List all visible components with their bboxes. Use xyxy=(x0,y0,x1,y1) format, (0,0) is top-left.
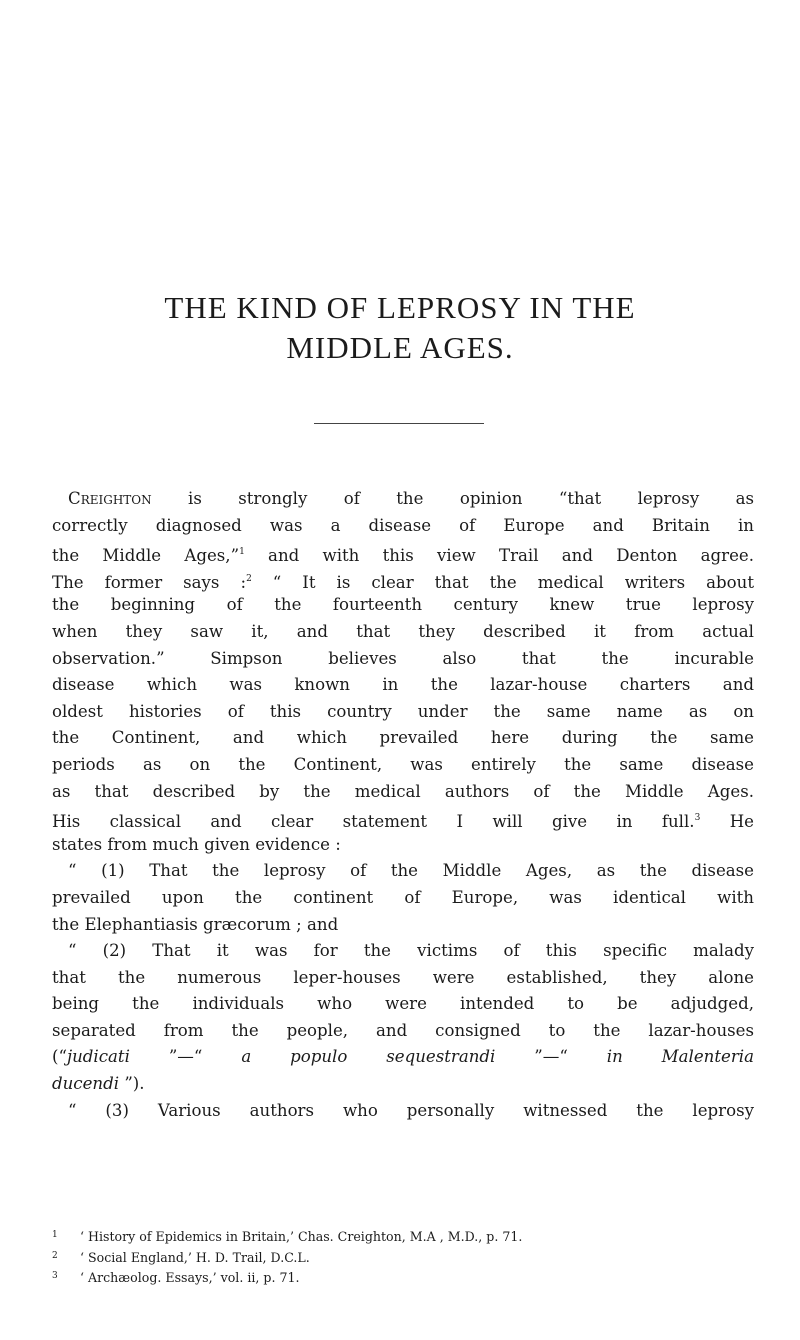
text-span: His classical and clear statement I will give in full. xyxy=(52,812,695,832)
text-span: He xyxy=(700,812,754,832)
text-line: that the numerous leper-houses were established, they alone xyxy=(52,967,754,987)
text-line: when they saw it, and that they described it from actual xyxy=(52,621,754,641)
text-line xyxy=(52,1044,754,1071)
text-span: ”—“ xyxy=(495,1047,607,1067)
text-span: the Middle Ages,” xyxy=(52,546,240,566)
text-line xyxy=(52,486,754,513)
text-line: “ (1) That the leprosy of the Middle Ages, as the disease xyxy=(68,861,754,881)
text-line: the Continent, and which prevailed here during the same xyxy=(52,728,754,748)
text-span: and with this view Trail and Denton agree. xyxy=(244,546,754,566)
text-line: periods as on the Continent, was entirely the same disease xyxy=(52,754,754,774)
footnote-number: 3 xyxy=(52,1271,58,1281)
footnote-number: 1 xyxy=(52,1230,58,1240)
text-line: separated from the people, and consigned to the lazar-houses xyxy=(52,1020,754,1040)
text-line: being the individuals who were intended to be adjudged, xyxy=(52,994,754,1014)
text-span: is strongly of the opinion “that leprosy as xyxy=(151,489,754,508)
text-line: “ (2) That it was for the victims of this specific malady xyxy=(68,941,754,961)
text-line: disease which was known in the lazar-house charters and xyxy=(52,675,754,695)
text-line: correctly diagnosed was a disease of Europe and Britain in xyxy=(52,515,754,535)
footnote-ref: 3 xyxy=(694,813,701,824)
footnote-text: ‘ Archæolog. Essays,’ vol. ii, p. 71. xyxy=(80,1270,300,1285)
text-line: “ (3) Various authors who personally witnessed the leprosy xyxy=(68,1100,754,1120)
footnote-ref: 2 xyxy=(246,573,252,584)
chapter-title-line-1: THE KIND OF LEPROSY IN THE xyxy=(164,290,636,325)
text-line xyxy=(52,1071,754,1098)
body-text xyxy=(52,486,754,1124)
text-line: as that described by the medical authors of the Middle Ages. xyxy=(52,781,754,801)
text-line: observation.” Simpson believes also that the incurable xyxy=(52,648,754,668)
latin-phrase: in Malenteria xyxy=(606,1047,754,1067)
text-line xyxy=(52,805,754,832)
footnote xyxy=(52,1226,754,1247)
footnotes xyxy=(52,1226,754,1288)
footnote-text: ‘ Social England,’ H. D. Trail, D.C.L. xyxy=(80,1249,310,1265)
latin-phrase: a populo sequestrandi xyxy=(241,1047,496,1067)
text-span: ”—“ xyxy=(129,1047,242,1067)
text-line xyxy=(52,539,754,566)
author-name: Creighton xyxy=(68,489,152,508)
text-span: The former says : xyxy=(52,572,247,592)
footnote-ref: 1 xyxy=(239,547,245,558)
footnote xyxy=(52,1267,754,1288)
text-span: (“ xyxy=(52,1047,67,1067)
text-line: oldest histories of this country under the same name as on xyxy=(52,701,754,721)
title-divider xyxy=(314,423,484,424)
text-line: the Elephantiasis græcorum ; and xyxy=(52,914,339,934)
footnote-number: 2 xyxy=(52,1250,58,1261)
text-line xyxy=(52,566,754,593)
chapter-title-line-2: MIDDLE AGES. xyxy=(286,330,514,365)
text-line: prevailed upon the continent of Europe, was identical with xyxy=(52,887,754,907)
text-span: ”). xyxy=(119,1074,145,1094)
latin-phrase: judicati xyxy=(66,1047,130,1067)
latin-phrase: ducendi xyxy=(52,1074,120,1094)
footnote-text: ‘ History of Epidemics in Britain,’ Chas. Creighton, M.A , M.D., p. 71. xyxy=(80,1229,523,1244)
text-line: states from much given evidence : xyxy=(52,834,341,854)
text-span: “ It is clear that the medical writers about xyxy=(251,572,754,592)
footnote xyxy=(52,1247,754,1268)
text-line: the beginning of the fourteenth century knew true leprosy xyxy=(52,595,754,615)
